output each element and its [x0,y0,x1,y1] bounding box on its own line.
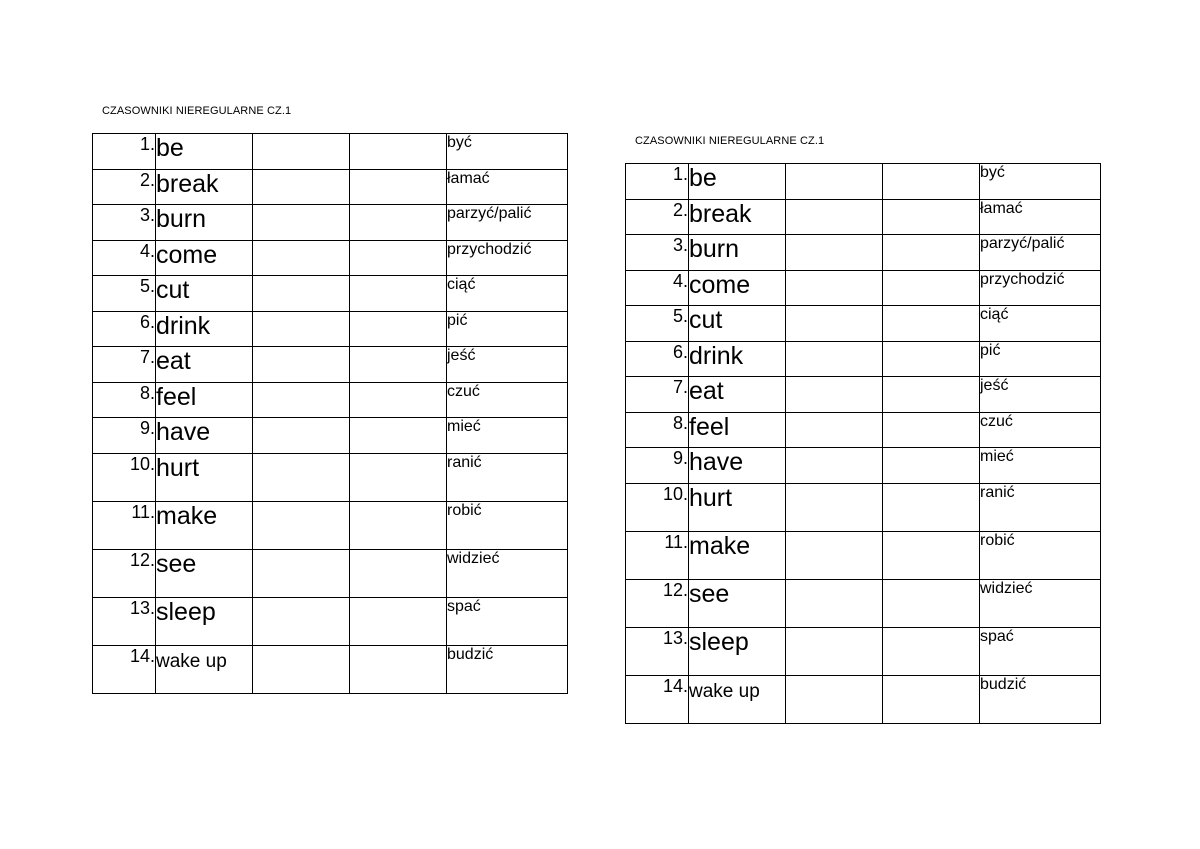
table-row [626,199,1101,235]
polish-translation: być [447,134,568,170]
past-participle-blank [350,169,447,205]
row-number: 2. [93,169,156,205]
past-simple-blank [786,235,883,271]
row-number: 6. [626,341,689,377]
english-verb: wake up [156,645,253,693]
table-row [626,531,1101,579]
row-number: 12. [626,579,689,627]
polish-translation: parzyć/palić [447,205,568,241]
row-number: 5. [93,276,156,312]
past-simple-blank [253,205,350,241]
polish-translation: jeść [447,347,568,383]
past-simple-blank [786,448,883,484]
past-participle-blank [883,377,980,413]
polish-translation: przychodzić [980,270,1101,306]
table-row [93,501,568,549]
polish-translation: ranić [980,483,1101,531]
worksheet-title: CZASOWNIKI NIEREGULARNE CZ.1 [102,105,292,117]
past-simple-blank [253,382,350,418]
past-participle-blank [350,205,447,241]
row-number: 10. [93,453,156,501]
row-number: 3. [626,235,689,271]
table-row [626,448,1101,484]
table-row [93,645,568,693]
polish-translation: pić [980,341,1101,377]
past-simple-blank [786,377,883,413]
past-participle-blank [350,311,447,347]
row-number: 9. [626,448,689,484]
english-verb: burn [156,205,253,241]
table-row [93,549,568,597]
past-simple-blank [786,412,883,448]
english-verb: make [689,531,786,579]
row-number: 2. [626,199,689,235]
past-participle-blank [883,627,980,675]
table-row [626,164,1101,200]
polish-translation: widzieć [447,549,568,597]
polish-translation: łamać [447,169,568,205]
verb-table [92,133,568,694]
past-simple-blank [253,549,350,597]
polish-translation: robić [447,501,568,549]
english-verb: break [156,169,253,205]
english-verb: be [689,164,786,200]
past-participle-blank [883,531,980,579]
past-participle-blank [350,501,447,549]
past-simple-blank [253,240,350,276]
polish-translation: ciąć [980,306,1101,342]
past-simple-blank [253,169,350,205]
row-number: 1. [93,134,156,170]
table-row [626,483,1101,531]
polish-translation: być [980,164,1101,200]
polish-translation: ciąć [447,276,568,312]
past-participle-blank [883,412,980,448]
table-row [93,347,568,383]
polish-translation: czuć [447,382,568,418]
english-verb: be [156,134,253,170]
verb-table-body [93,134,568,694]
english-verb: eat [156,347,253,383]
table-row [626,235,1101,271]
polish-translation: robić [980,531,1101,579]
english-verb: come [689,270,786,306]
polish-translation: widzieć [980,579,1101,627]
english-verb: have [689,448,786,484]
past-simple-blank [253,134,350,170]
verb-table [625,163,1101,724]
table-row [626,627,1101,675]
past-simple-blank [253,311,350,347]
table-row [626,341,1101,377]
past-participle-blank [350,347,447,383]
past-participle-blank [350,549,447,597]
table-row [93,169,568,205]
past-simple-blank [253,453,350,501]
table-row [93,134,568,170]
past-participle-blank [883,270,980,306]
row-number: 13. [93,597,156,645]
row-number: 8. [93,382,156,418]
past-simple-blank [786,627,883,675]
english-verb: make [156,501,253,549]
english-verb: hurt [156,453,253,501]
polish-translation: budzić [980,675,1101,723]
english-verb: see [156,549,253,597]
polish-translation: parzyć/palić [980,235,1101,271]
past-simple-blank [253,501,350,549]
row-number: 8. [626,412,689,448]
past-participle-blank [350,645,447,693]
worksheet-right [625,134,1101,724]
row-number: 14. [626,675,689,723]
english-verb: sleep [689,627,786,675]
polish-translation: jeść [980,377,1101,413]
english-verb: wake up [689,675,786,723]
past-simple-blank [253,347,350,383]
english-verb: hurt [689,483,786,531]
past-simple-blank [786,483,883,531]
table-row [93,205,568,241]
table-row [93,382,568,418]
row-number: 7. [93,347,156,383]
row-number: 6. [93,311,156,347]
row-number: 14. [93,645,156,693]
row-number: 3. [93,205,156,241]
polish-translation: mieć [980,448,1101,484]
table-row [626,579,1101,627]
polish-translation: spać [980,627,1101,675]
english-verb: burn [689,235,786,271]
row-number: 1. [626,164,689,200]
english-verb: sleep [156,597,253,645]
polish-translation: mieć [447,418,568,454]
past-participle-blank [883,675,980,723]
polish-translation: czuć [980,412,1101,448]
past-simple-blank [253,645,350,693]
past-simple-blank [786,164,883,200]
row-number: 4. [626,270,689,306]
polish-translation: spać [447,597,568,645]
past-participle-blank [350,382,447,418]
worksheet-title: CZASOWNIKI NIEREGULARNE CZ.1 [635,135,825,147]
past-participle-blank [883,164,980,200]
table-row [93,597,568,645]
polish-translation: łamać [980,199,1101,235]
past-participle-blank [883,483,980,531]
table-row [626,412,1101,448]
table-row [626,675,1101,723]
past-simple-blank [253,597,350,645]
row-number: 11. [626,531,689,579]
past-participle-blank [350,134,447,170]
past-participle-blank [883,199,980,235]
past-simple-blank [786,579,883,627]
english-verb: eat [689,377,786,413]
table-row [626,377,1101,413]
polish-translation: budzić [447,645,568,693]
past-simple-blank [253,276,350,312]
english-verb: see [689,579,786,627]
english-verb: have [156,418,253,454]
english-verb: feel [156,382,253,418]
row-number: 10. [626,483,689,531]
table-row [93,240,568,276]
verb-table-body [626,164,1101,724]
row-number: 9. [93,418,156,454]
past-participle-blank [350,240,447,276]
english-verb: come [156,240,253,276]
table-row [93,418,568,454]
past-participle-blank [350,418,447,454]
past-participle-blank [350,453,447,501]
table-row [626,306,1101,342]
row-number: 12. [93,549,156,597]
past-simple-blank [786,531,883,579]
polish-translation: przychodzić [447,240,568,276]
past-participle-blank [350,276,447,312]
past-simple-blank [786,675,883,723]
past-simple-blank [786,341,883,377]
row-number: 13. [626,627,689,675]
table-row [626,270,1101,306]
past-simple-blank [786,199,883,235]
english-verb: drink [156,311,253,347]
english-verb: break [689,199,786,235]
polish-translation: pić [447,311,568,347]
worksheet-left [92,104,568,694]
past-participle-blank [883,448,980,484]
past-simple-blank [786,270,883,306]
english-verb: cut [689,306,786,342]
polish-translation: ranić [447,453,568,501]
table-row [93,311,568,347]
row-number: 7. [626,377,689,413]
past-participle-blank [350,597,447,645]
past-participle-blank [883,306,980,342]
english-verb: cut [156,276,253,312]
past-participle-blank [883,235,980,271]
row-number: 4. [93,240,156,276]
row-number: 5. [626,306,689,342]
table-row [93,453,568,501]
english-verb: feel [689,412,786,448]
past-participle-blank [883,579,980,627]
past-simple-blank [786,306,883,342]
english-verb: drink [689,341,786,377]
past-participle-blank [883,341,980,377]
table-row [93,276,568,312]
past-simple-blank [253,418,350,454]
row-number: 11. [93,501,156,549]
